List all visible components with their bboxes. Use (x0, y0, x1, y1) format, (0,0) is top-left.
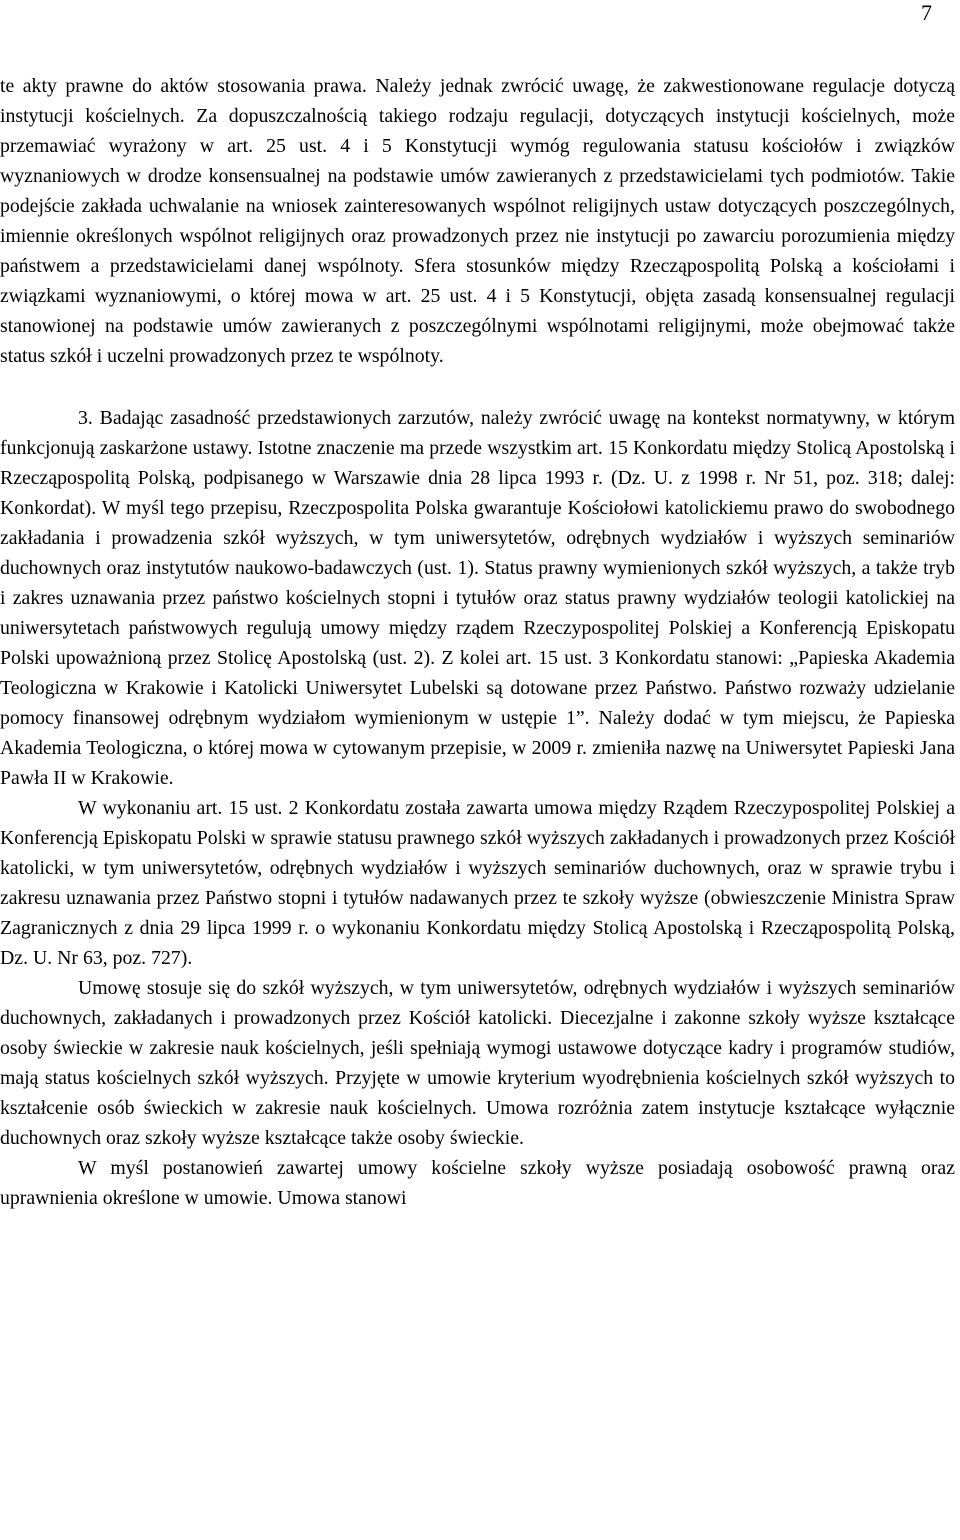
paragraph-1: te akty prawne do aktów stosowania prawa. Należy jednak zwrócić uwagę, że zakwestionowane regulacje dotyczą instytucji kościelnych. Za dopuszczalnością takiego rodzaju regulacji, dotyczących instytucji kościelnych, może przemawiać wyrażony w art. 25 ust. 4 i 5 Konstytucji wymóg regulowania statusu kościołów i związków wyznaniowych w drodze konsensualnej na podstawie umów zawieranych z przedstawicielami tych podmiotów. Takie podejście zakłada uchwalanie na wniosek zainteresowanych wspólnot religijnych ustaw dotyczących poszczególnych, imiennie określonych wspólnot religijnych oraz prowadzonych przez nie instytucji po zawarciu porozumienia między państwem a przedstawicielami danej wspólnoty. Sfera stosunków między Rzecząpospolitą Polską a kościołami i związkami wyznaniowymi, o której mowa w art. 25 ust. 4 i 5 Konstytucji, objęta zasadą konsensualnej regulacji stanowionej na podstawie umów zawieranych z poszczególnymi wspólnotami religijnymi, może obejmować także status szkół i uczelni prowadzonych przez te wspólnoty. (0, 75, 955, 367)
paragraph-4: Umowę stosuje się do szkół wyższych, w tym uniwersytetów, odrębnych wydziałów i wyższych seminariów duchownych, zakładanych i prowadzonych przez Kościół katolicki. Diecezjalne i zakonne szkoły wyższe kształcące osoby świeckie w zakresie nauk kościelnych, jeśli spełniają wymogi ustawowe dotyczące kadry i programów studiów, mają status kościelnych szkół wyższych. Przyjęte w umowie kryterium wyodrębnienia kościelnych szkół wyższych to kształcenie osób świeckich w zakresie nauk kościelnych. Umowa rozróżnia zatem instytucje kształcące wyłącznie duchownych oraz szkoły wyższe kształcące także osoby świeckie. (0, 977, 955, 1149)
page-number: 7 (921, 0, 932, 25)
paragraph-2: 3. Badając zasadność przedstawionych zarzutów, należy zwrócić uwagę na kontekst normatywny, w którym funkcjonują zaskarżone ustawy. Istotne znaczenie ma przede wszystkim art. 15 Konkordatu między Stolicą Apostolską i Rzecząpospolitą Polską, podpisanego w Warszawie dnia 28 lipca 1993 r. (Dz. U. z 1998 r. Nr 51, poz. 318; dalej: Konkordat). W myśl tego przepisu, Rzeczpospolita Polska gwarantuje Kościołowi katolickiemu prawo do swobodnego zakładania i prowadzenia szkół wyższych, w tym uniwersytetów, odrębnych wydziałów i wyższych seminariów duchownych oraz instytutów naukowo-badawczych (ust. 1). Status prawny wymienionych szkół wyższych, a także tryb i zakres uznawania przez państwo kościelnych stopni i tytułów oraz status prawny wydziałów teologii katolickiej na uniwersytetach państwowych regulują umowy między rządem Rzeczypospolitej Polskiej a Konferencją Episkopatu Polski upoważnioną przez Stolicę Apostolską (ust. 2). Z kolei art. 15 ust. 3 Konkordatu stanowi: „Papieska Akademia Teologiczna w Krakowie i Katolicki Uniwersytet Lubelski są dotowane przez Państwo. Państwo rozważy udzielanie pomocy finansowej odrębnym wydziałom wymienionym w ustępie 1”. Należy dodać w tym miejscu, że Papieska Akademia Teologiczna, o której mowa w cytowanym przepisie, w 2009 r. zmieniła nazwę na Uniwersytet Papieski Jana Pawła II w Krakowie. (0, 407, 955, 789)
paragraph-5: W myśl postanowień zawartej umowy kościelne szkoły wyższe posiadają osobowość prawną oraz uprawnienia określone w umowie. Umowa stanowi (0, 1157, 955, 1209)
paragraph-3: W wykonaniu art. 15 ust. 2 Konkordatu została zawarta umowa między Rządem Rzeczypospolitej Polskiej a Konferencją Episkopatu Polski w sprawie statusu prawnego szkół wyższych zakładanych i prowadzonych przez Kościół katolicki, w tym uniwersytetów, odrębnych wydziałów i wyższych seminariów duchownych, oraz w sprawie trybu i zakresu uznawania przez Państwo stopni i tytułów nadawanych przez te szkoły wyższe (obwieszczenie Ministra Spraw Zagranicznych z dnia 29 lipca 1999 r. o wykonaniu Konkordatu między Stolicą Apostolską i Rzecząpospolitą Polską, Dz. U. Nr 63, poz. 727). (0, 797, 955, 969)
document-body (0, 71, 955, 1213)
